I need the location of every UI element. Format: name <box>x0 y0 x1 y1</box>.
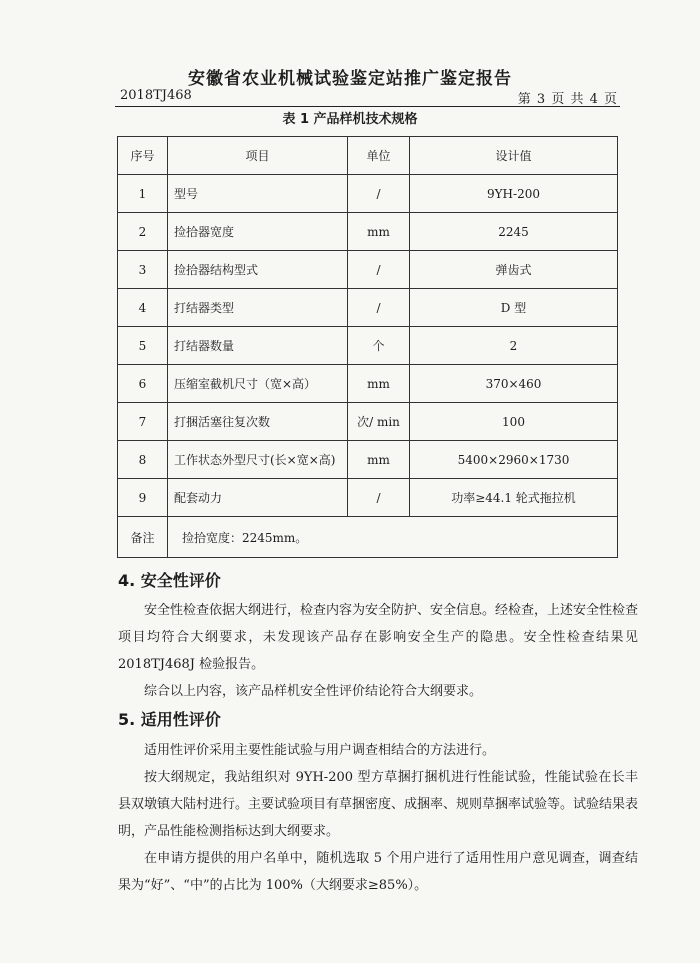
section-heading-safety: 4. 安全性评价 <box>118 571 221 590</box>
row-item: 型号 <box>168 175 348 213</box>
row-value: 9YH-200 <box>410 175 618 213</box>
col-header-value: 设计值 <box>410 137 618 175</box>
report-title: 安徽省农业机械试验鉴定站推广鉴定报告 <box>188 69 512 89</box>
safety-paragraph-1: 安全性检查依据大纲进行，检查内容为安全防护、安全信息。经检查，上述安全性检查项目均符合大纲要求，未发现该产品存在影响安全生产的隐患。安全性检查结果见 2018TJ468J 检验报告。 <box>118 603 639 672</box>
row-item: 捡拾器结构型式 <box>168 251 348 289</box>
applicability-paragraph-2: 按大纲规定，我站组织对 9YH-200 型方草捆打捆机进行性能试验，性能试验在长丰县双墩镇大陆村进行。主要试验项目有草捆密度、成捆率、规则草捆率试验等。试验结果表明，产品性能检测指标达到大纲要求。 <box>118 770 639 839</box>
table-row <box>118 441 618 479</box>
table-row <box>118 251 618 289</box>
row-no: 1 <box>118 175 168 213</box>
row-unit: mm <box>348 213 410 251</box>
applicability-paragraph-1: 适用性评价采用主要性能试验与用户调查相结合的方法进行。 <box>144 743 496 758</box>
row-value: 5400×2960×1730 <box>410 441 618 479</box>
safety-paragraph-2: 综合以上内容，该产品样机安全性评价结论符合大纲要求。 <box>144 684 483 699</box>
row-item: 工作状态外型尺寸(长×宽×高) <box>168 441 348 479</box>
document-number: 2018TJ468 <box>120 88 192 103</box>
row-value: 370×460 <box>410 365 618 403</box>
section-heading-applicability: 5. 适用性评价 <box>118 710 221 729</box>
row-value: 2 <box>410 327 618 365</box>
header-rule <box>115 106 620 107</box>
col-header-unit: 单位 <box>348 137 410 175</box>
row-no: 4 <box>118 289 168 327</box>
row-item: 捡拾器宽度 <box>168 213 348 251</box>
spec-table <box>117 136 618 558</box>
table-row <box>118 403 618 441</box>
table-row <box>118 327 618 365</box>
remark-label: 备注 <box>118 517 168 558</box>
row-item: 打捆活塞往复次数 <box>168 403 348 441</box>
row-item: 打结器类型 <box>168 289 348 327</box>
row-value: 功率≥44.1 轮式拖拉机 <box>410 479 618 517</box>
table-row <box>118 175 618 213</box>
row-value: 100 <box>410 403 618 441</box>
table-caption: 表 1 产品样机技术规格 <box>282 112 418 127</box>
row-unit: / <box>348 175 410 213</box>
row-no: 5 <box>118 327 168 365</box>
row-no: 6 <box>118 365 168 403</box>
row-item: 配套动力 <box>168 479 348 517</box>
table-row <box>118 479 618 517</box>
table-row <box>118 365 618 403</box>
row-unit: / <box>348 251 410 289</box>
row-unit: / <box>348 479 410 517</box>
row-no: 9 <box>118 479 168 517</box>
row-item: 打结器数量 <box>168 327 348 365</box>
row-unit: mm <box>348 441 410 479</box>
remark-row <box>118 517 618 558</box>
row-value: 弹齿式 <box>410 251 618 289</box>
table-header-row <box>118 137 618 175</box>
row-no: 3 <box>118 251 168 289</box>
col-header-no: 序号 <box>118 137 168 175</box>
col-header-item: 项目 <box>168 137 348 175</box>
row-unit: 次/ min <box>348 403 410 441</box>
table-row <box>118 213 618 251</box>
remark-text: 捡拾宽度：2245mm。 <box>168 517 618 558</box>
row-unit: 个 <box>348 327 410 365</box>
row-item: 压缩室截机尺寸（宽×高） <box>168 365 348 403</box>
row-value: 2245 <box>410 213 618 251</box>
row-unit: mm <box>348 365 410 403</box>
applicability-paragraph-3: 在申请方提供的用户名单中，随机选取 5 个用户进行了适用性用户意见调查，调查结果为“好”、“中”的占比为 100%（大纲要求≥85%）。 <box>118 851 638 893</box>
row-no: 8 <box>118 441 168 479</box>
row-no: 7 <box>118 403 168 441</box>
row-no: 2 <box>118 213 168 251</box>
table-row <box>118 289 618 327</box>
page-number: 第 3 页 共 4 页 <box>517 92 618 107</box>
row-unit: / <box>348 289 410 327</box>
row-value: D 型 <box>410 289 618 327</box>
